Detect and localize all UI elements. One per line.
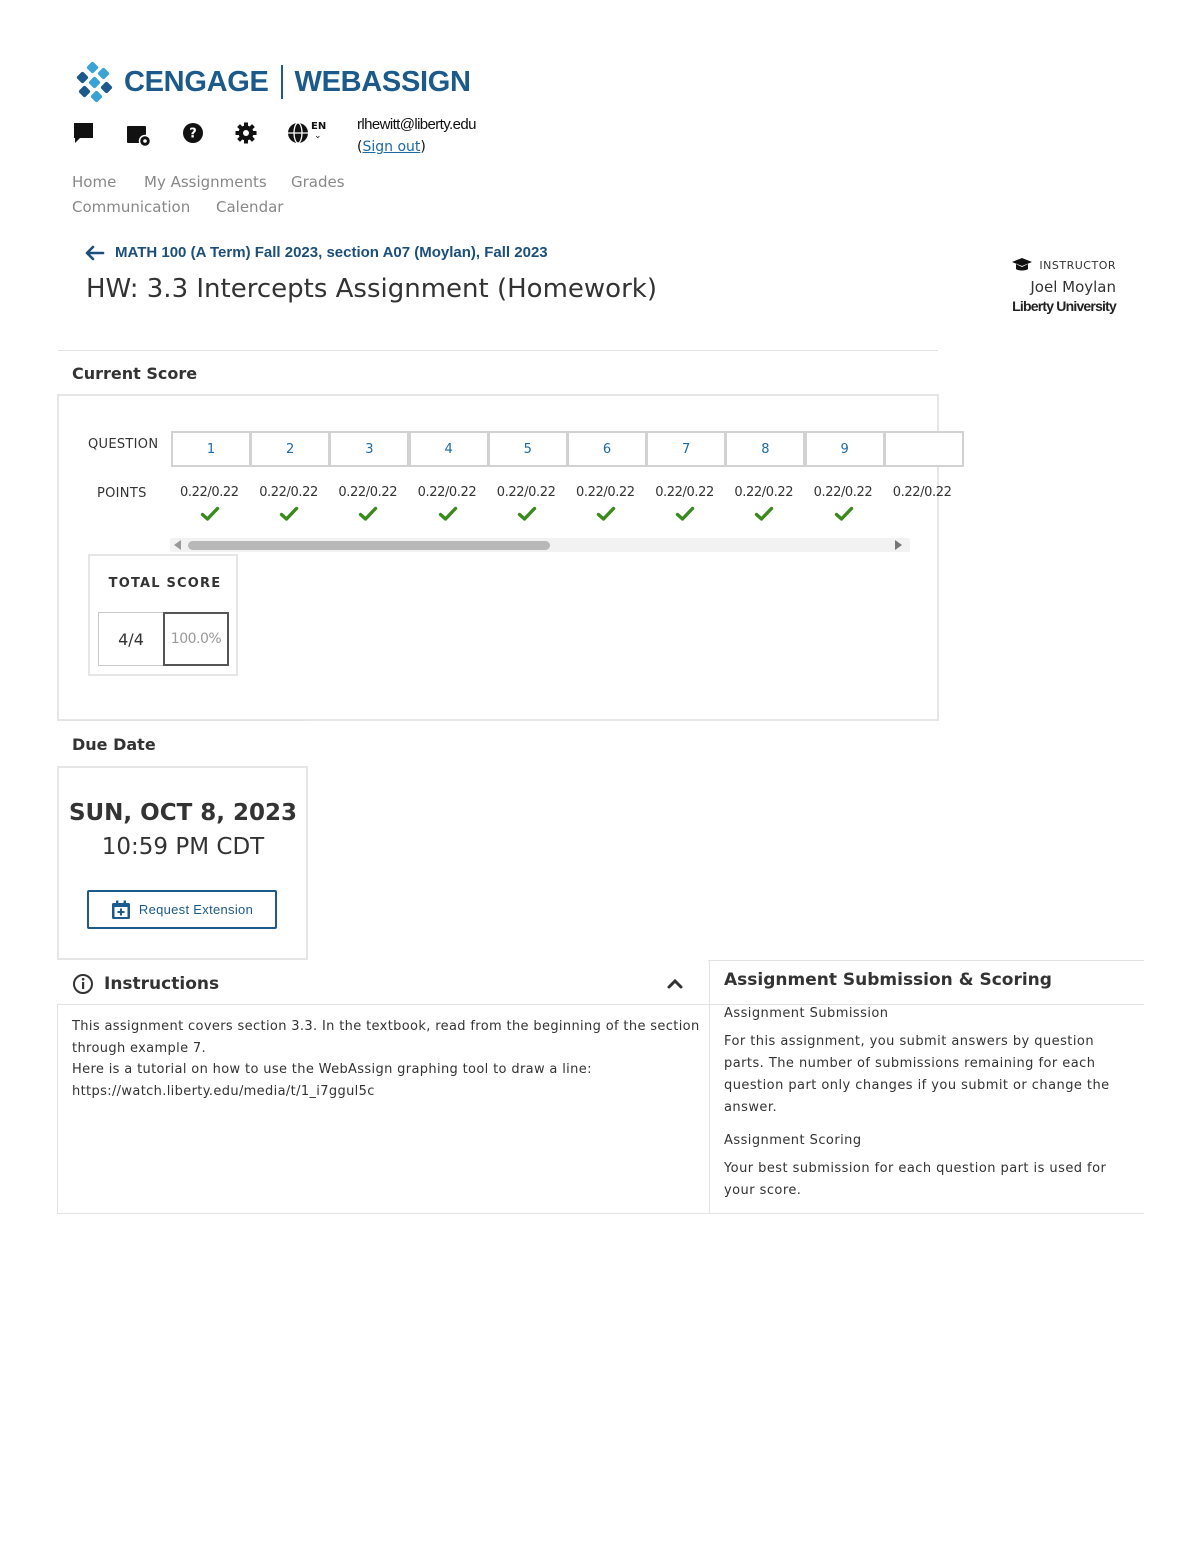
nav-my-assignments[interactable]: My Assignments [144,173,267,191]
chevron-down-icon: ⌄ [314,131,322,141]
total-score-percent: 100.0% [163,612,229,666]
question-points: 0.22/0.22 [655,485,714,500]
question-points: 0.22/0.22 [892,485,952,500]
user-email: rlhewitt@liberty.edu [357,116,476,133]
question-points: 0.22/0.22 [259,485,318,500]
question-link-4[interactable]: 4 [409,431,489,467]
nav-home[interactable]: Home [72,173,117,191]
sign-out-close-paren: ) [420,139,426,155]
nav-calendar[interactable]: Calendar [216,198,284,216]
submission-title: Assignment Submission [724,1006,889,1021]
question-points: 0.22/0.22 [496,485,556,500]
question-points: 0.22/0.22 [576,485,635,500]
question-link-10[interactable] [884,431,964,467]
checkmark-icon [834,504,854,524]
checkmark-icon [438,504,458,524]
question-points: 0.22/0.22 [180,485,239,500]
scoring-text: Your best submission for each question part is used for your score. [724,1161,1107,1198]
sign-out-link[interactable]: Sign out [362,139,421,155]
due-date-heading: Due Date [72,735,156,754]
current-score-heading: Current Score [72,364,198,383]
section-divider [58,720,308,721]
scrollbar-thumb[interactable] [188,541,550,550]
language-code: EN [311,121,327,132]
checkmark-icon [279,504,299,524]
points-label: POINTS [97,486,147,501]
checkmark-icon [675,504,695,524]
checkmark-icon [754,504,774,524]
question-scrollbar[interactable] [170,538,910,552]
question-link-9[interactable]: 9 [805,431,885,467]
checkmark-icon [200,504,220,524]
question-link-1[interactable]: 1 [171,431,251,467]
section-divider [58,1213,1144,1214]
instructions-heading: Instructions [104,974,220,994]
due-time: 10:59 PM CDT [101,834,265,860]
checkmark-icon [596,504,616,524]
request-extension-label: Request Extension [138,902,254,917]
total-score-label: TOTAL SCORE [108,576,222,591]
panel-border-left [57,1004,58,1214]
question-points: 0.22/0.22 [734,485,794,500]
checkmark-icon [517,504,537,524]
question-label: QUESTION [88,437,159,452]
due-date: SUN, OCT 8, 2023 [68,800,298,826]
total-score-box [88,554,238,676]
question-link-8[interactable]: 8 [725,431,805,467]
total-score-points: 4/4 [98,612,164,666]
question-points: 0.22/0.22 [338,485,398,500]
scroll-left-icon[interactable] [174,540,181,550]
scoring-title: Assignment Scoring [724,1133,862,1148]
question-points: 0.22/0.22 [813,485,873,500]
page-title: HW: 3.3 Intercepts Assignment (Homework) [86,274,657,304]
checkmark-icon [358,504,378,524]
instructions-header[interactable] [58,962,710,1006]
brand-right: WEBASSIGN [294,65,471,98]
brand-left: CENGAGE [124,65,269,98]
breadcrumb-course-link[interactable]: MATH 100 (A Term) Fall 2023, section A07 (Moylan), Fall 2023 [115,244,548,261]
calendar-plus-icon [111,900,131,920]
scroll-right-icon[interactable] [895,540,902,550]
instructor-name: Joel Moylan [1030,278,1116,296]
instructions-line: Here is a tutorial on how to use the WebAssign graphing tool to draw a line: [72,1062,592,1077]
question-link-5[interactable]: 5 [488,431,568,467]
question-link-7[interactable]: 7 [646,431,726,467]
tutorial-link[interactable]: https://watch.liberty.edu/media/t/1_i7ggul5c [72,1083,375,1099]
question-link-6[interactable]: 6 [567,431,647,467]
sign-out-open-paren: ( [357,139,363,155]
submission-text: For this assignment, you submit answers by question parts. The number of submissions remaining for each question part only changes if you submit or change the answer. [724,1034,1110,1115]
nav-communication[interactable]: Communication [72,198,191,216]
question-strip [170,425,952,535]
instructor-label: INSTRUCTOR [1039,258,1116,272]
instructor-school: Liberty University [1012,298,1116,314]
instructions-body [72,1016,702,1102]
svg-text:?: ? [189,126,197,142]
instructions-line: This assignment covers section 3.3. In the textbook, read from the beginning of the section through example 7. [72,1019,700,1056]
question-link-2[interactable]: 2 [250,431,330,467]
submission-heading: Assignment Submission & Scoring [724,970,1052,990]
due-date-panel [57,766,308,960]
section-divider [708,960,1144,961]
question-link-3[interactable]: 3 [329,431,409,467]
info-icon [72,973,94,995]
nav-grades[interactable]: Grades [291,173,345,191]
request-extension-button[interactable] [87,890,277,929]
submission-body [724,1006,1124,1210]
question-points: 0.22/0.22 [417,485,477,500]
chevron-up-icon[interactable] [667,977,683,989]
